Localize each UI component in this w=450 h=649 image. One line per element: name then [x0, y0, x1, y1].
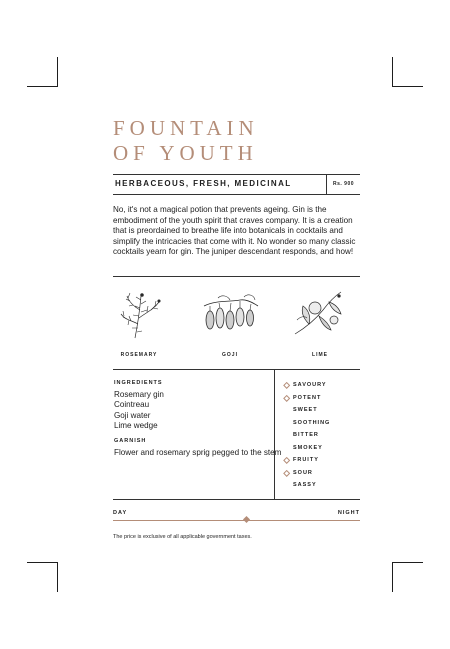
- description-text: No, it's not a magical potion that prevents ageing. Gin is the embodiment of the youth spirit that craves company. It is a creation that is preordained to breathe life into botanicals in cocktails and simplify the intricacies that come with it. No wonder so many classic cocktails yearn for gin. The juniper descendant responds, and how!: [113, 205, 356, 257]
- botanical-label-rosemary: ROSEMARY: [120, 352, 158, 358]
- flavour-sassy: [283, 479, 330, 492]
- flavour-label: FRUITY: [293, 457, 319, 463]
- ingredient-item: Cointreau: [114, 400, 150, 410]
- flavour-label: SOUR: [293, 469, 313, 476]
- ingredients-heading: INGREDIENTS: [114, 380, 163, 386]
- drink-title: [113, 116, 259, 166]
- goji-illustration: [200, 290, 260, 340]
- band-top-rule: [113, 174, 360, 175]
- details-top-rule: [113, 369, 360, 370]
- flavour-sweet: [283, 404, 330, 417]
- crop-mark-bottom-left-h: [27, 562, 58, 563]
- botanicals-top-rule: [113, 276, 360, 277]
- crop-mark-top-left-v: [57, 57, 58, 87]
- flavour-label: POTENT: [293, 394, 322, 401]
- scale-day-label: DAY: [113, 510, 128, 516]
- garnish-heading: GARNISH: [114, 438, 147, 444]
- crop-mark-bottom-right-h: [392, 562, 423, 563]
- drink-title-line-2: OF YOUTH: [113, 141, 258, 165]
- flavour-profile-list: [283, 379, 330, 492]
- crop-mark-bottom-left-v: [57, 562, 58, 592]
- lime-illustration: [289, 290, 349, 340]
- flavour-label: SOOTHING: [293, 419, 331, 426]
- flavour-fruity: [283, 454, 330, 467]
- ingredient-item: Rosemary gin: [114, 390, 164, 399]
- flavour-sour: [283, 467, 330, 480]
- diamond-marker-icon: [283, 457, 291, 465]
- details-bottom-rule: [113, 499, 360, 500]
- ingredient-item: Lime wedge: [114, 421, 158, 431]
- band-bottom-rule: [113, 194, 360, 195]
- flavour-label: SMOKEY: [293, 444, 323, 451]
- flavour-soothing: [283, 417, 330, 430]
- diamond-marker-icon: [283, 394, 291, 402]
- band-separator: [326, 175, 327, 194]
- garnish-text: Flower and rosemary sprig pegged to the stem: [114, 448, 282, 457]
- flavour-savoury: [283, 379, 330, 392]
- flavour-label: SWEET: [293, 407, 318, 413]
- day-night-scale-marker: [243, 516, 250, 523]
- diamond-marker-icon: [283, 469, 291, 477]
- flavour-tagline: HERBACEOUS, FRESH, MEDICINAL: [115, 179, 292, 188]
- crop-mark-top-right-h: [392, 86, 423, 87]
- scale-night-label: NIGHT: [337, 510, 360, 516]
- botanical-label-lime: LIME: [312, 352, 328, 358]
- day-night-scale-track: [113, 520, 360, 521]
- crop-mark-bottom-right-v: [392, 562, 393, 592]
- crop-mark-top-left-h: [27, 86, 58, 87]
- crop-mark-top-right-v: [392, 57, 393, 87]
- flavour-potent: [283, 392, 330, 405]
- drink-title-line-1: FOUNTAIN: [113, 116, 259, 140]
- ingredient-item: Goji water: [114, 410, 151, 420]
- flavour-label: BITTER: [293, 432, 319, 438]
- ingredients-list: [114, 390, 164, 432]
- flavour-label: SASSY: [293, 482, 317, 488]
- tax-note: The price is exclusive of all applicable government taxes.: [113, 534, 252, 540]
- flavour-smokey: [283, 442, 330, 455]
- diamond-marker-icon: [283, 382, 291, 390]
- botanical-label-goji: GOJI: [222, 352, 238, 358]
- flavour-bitter: [283, 429, 330, 442]
- price-label: Rs. 900: [333, 181, 355, 187]
- flavour-label: SAVOURY: [293, 382, 327, 388]
- details-vertical-separator: [274, 369, 275, 499]
- rosemary-illustration: [111, 290, 171, 340]
